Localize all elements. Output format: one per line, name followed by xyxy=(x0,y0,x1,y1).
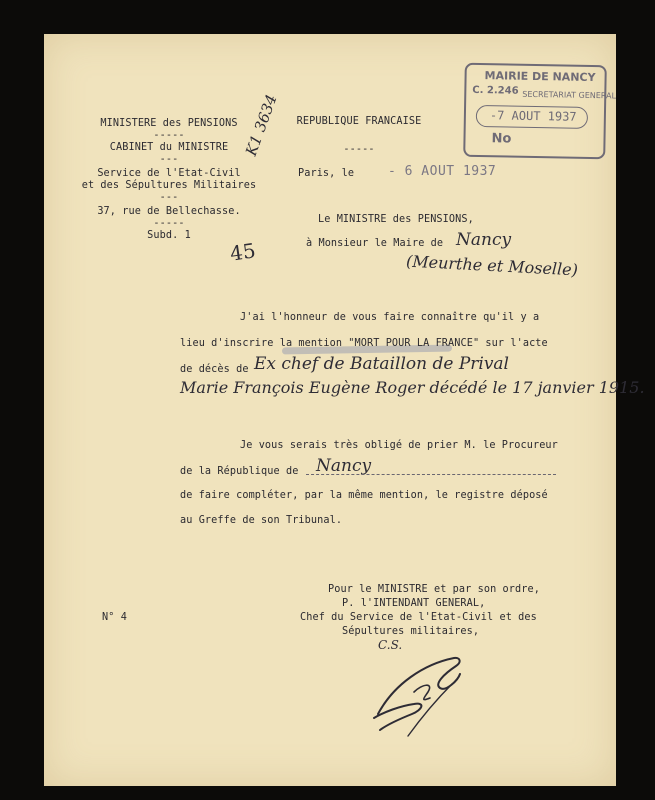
service-line-1: Service de l'Etat-Civil xyxy=(97,168,241,179)
signature-line-4: Sépultures militaires, xyxy=(342,626,480,637)
stamp-number-label: No xyxy=(491,131,512,147)
separator: ----- xyxy=(153,130,185,141)
handwritten-tribunal-city: Nancy xyxy=(316,456,372,476)
ministry-name: MINISTERE des PENSIONS xyxy=(100,118,238,129)
separator: --- xyxy=(159,192,179,203)
paragraph-2-line-4: au Greffe de son Tribunal. xyxy=(180,515,343,526)
paragraph-1-line-1: J'ai l'honneur de vous faire connaître qu'il y a xyxy=(240,312,540,323)
fill-in-line xyxy=(306,474,556,475)
paragraph-2-line-2: de la République de xyxy=(180,466,299,477)
handwritten-department: (Meurthe et Moselle) xyxy=(405,251,579,280)
place-label: Paris, le xyxy=(298,168,355,179)
paragraph-1-line-2: lieu d'inscrire la mention "MORT POUR LA FRANCE" sur l'acte xyxy=(180,338,548,349)
addressee-line-1: Le MINISTRE des PENSIONS, xyxy=(318,214,474,225)
republic-title: REPUBLIQUE FRANCAISE xyxy=(296,116,422,127)
service-line-2: et des Sépultures Militaires xyxy=(81,180,257,191)
document-page xyxy=(44,34,645,786)
subdivision: Subd. 1 xyxy=(147,230,191,241)
handwritten-margin-mark: 45 xyxy=(228,238,257,266)
handwritten-city: Nancy xyxy=(456,230,512,250)
signature-icon xyxy=(364,644,474,744)
address: 37, rue de Bellechasse. xyxy=(97,206,241,217)
handwritten-reference: K1 3634 xyxy=(242,92,281,159)
separator: ----- xyxy=(153,218,185,229)
stamp-title: MAIRIE DE NANCY xyxy=(484,69,596,85)
handwritten-deceased-details: Marie François Eugène Roger décédé le 17 janvier 1915. xyxy=(180,378,645,397)
stamp-reference: C. 2.246 xyxy=(472,84,519,97)
paragraph-1-line-3: de décès de xyxy=(180,364,249,375)
handwritten-initials: C.S. xyxy=(378,638,403,652)
cabinet-name: CABINET du MINISTRE xyxy=(109,142,229,153)
mairie-stamp xyxy=(463,63,617,159)
addressee-line-2: à Monsieur le Maire de xyxy=(306,238,444,249)
signature-line-3: Chef du Service de l'Etat-Civil et des xyxy=(300,612,537,623)
signature-line-2: P. l'INTENDANT GENERAL, xyxy=(342,598,486,609)
stamp-date: -7 AOUT 1937 xyxy=(489,108,577,124)
page-number: N° 4 xyxy=(102,612,127,623)
handwritten-deceased-rank: Ex chef de Bataillon de Prival xyxy=(254,354,509,374)
signature-line-1: Pour le MINISTRE et par son ordre, xyxy=(328,584,540,595)
date-stamp: - 6 AOUT 1937 xyxy=(388,164,497,179)
paragraph-2-line-3: de faire compléter, par la même mention, le registre déposé xyxy=(180,490,548,501)
stamp-office: SECRETARIAT GENERAL xyxy=(522,89,617,101)
separator: ----- xyxy=(343,144,375,155)
paragraph-2-line-1: Je vous serais très obligé de prier M. le Procureur xyxy=(240,440,558,451)
separator: --- xyxy=(159,154,179,165)
